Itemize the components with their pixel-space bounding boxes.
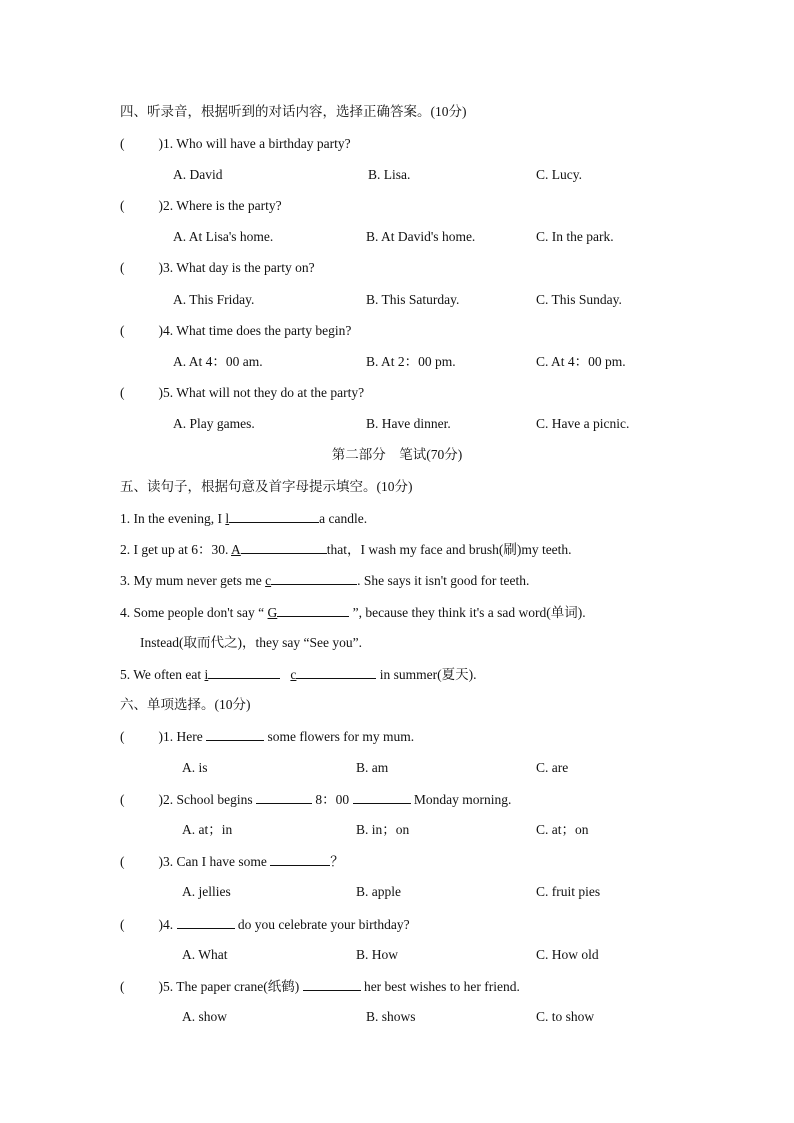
- answer-paren-right: ): [158, 323, 163, 338]
- option-b: B. Lisa.: [368, 167, 411, 182]
- question-text: her best wishes to her friend.: [360, 979, 520, 994]
- option-b: B. This Saturday.: [366, 292, 460, 307]
- fill-blank[interactable]: [296, 665, 376, 679]
- answer-paren-right: ): [158, 979, 163, 994]
- question-text: 2. School begins: [163, 792, 256, 807]
- hint-letter: i: [204, 667, 209, 682]
- fill-blank[interactable]: [270, 852, 330, 866]
- question-6-2: [120, 790, 511, 809]
- option-b: B. apple: [356, 884, 401, 899]
- question-6-4: [120, 915, 410, 934]
- question-4-3: [120, 259, 315, 277]
- fill-blank[interactable]: [241, 540, 327, 554]
- sentence-text: 4. Some people don't say “: [120, 605, 268, 620]
- fill-blank[interactable]: [177, 915, 235, 929]
- question-4-4: [120, 322, 351, 340]
- option-c: C. to show: [536, 1009, 595, 1024]
- option-b: B. At David's home.: [366, 229, 476, 244]
- option-c: C. In the park.: [536, 229, 614, 244]
- fill-blank[interactable]: [208, 665, 280, 679]
- option-a: A. is: [182, 760, 208, 775]
- option-c: C. Have a picnic.: [536, 416, 630, 431]
- sentence-text: 1. In the evening, I: [120, 511, 226, 526]
- option-c: C. fruit pies: [536, 884, 601, 899]
- sentence-5-3: [120, 571, 529, 590]
- fill-blank[interactable]: [229, 509, 319, 523]
- sentence-5-1: [120, 509, 367, 528]
- question-6-1: [120, 727, 414, 746]
- fill-blank[interactable]: [277, 603, 349, 617]
- question-text: ？: [330, 854, 344, 869]
- question-text: 4.: [163, 917, 177, 932]
- answer-paren-left: (: [120, 917, 125, 932]
- option-a: A. What: [182, 947, 228, 962]
- answer-paren-right: ): [158, 198, 163, 213]
- answer-paren-right: ): [158, 136, 163, 151]
- option-a: A. David: [173, 167, 223, 182]
- option-c: C. At 4：00 pm.: [536, 354, 626, 369]
- sentence-text: 3. My mum never gets me: [120, 573, 266, 588]
- sentence-5-4: [120, 603, 586, 622]
- answer-paren-left: (: [120, 198, 125, 213]
- question-text: 1. Here: [163, 729, 207, 744]
- option-a: A. This Friday.: [173, 292, 255, 307]
- answer-paren-right: ): [158, 792, 163, 807]
- answer-paren-left: (: [120, 136, 125, 151]
- answer-paren-left: (: [120, 260, 125, 275]
- sentence-text: ”, because they think it's a sad word(单词).: [349, 605, 586, 620]
- sentence-5-5: [120, 665, 477, 684]
- option-b: B. How: [356, 947, 399, 962]
- answer-paren-left: (: [120, 385, 125, 400]
- fill-blank[interactable]: [303, 977, 361, 991]
- question-4-1: [120, 135, 351, 153]
- sentence-text: . She says it isn't good for teeth.: [357, 573, 530, 588]
- option-b: B. am: [356, 760, 389, 775]
- answer-paren-left: (: [120, 729, 125, 744]
- fill-blank[interactable]: [271, 571, 357, 585]
- hint-letter: c: [265, 573, 272, 588]
- option-b: B. At 2：00 pm.: [366, 354, 456, 369]
- sentence-text: 2. I get up at 6：30.: [120, 542, 231, 557]
- answer-paren-left: (: [120, 792, 125, 807]
- question-text: 2. Where is the party?: [163, 198, 282, 213]
- sentence-5-4-continued: Instead(取而代之)，they say “See you”.: [140, 635, 362, 650]
- sentence-5-2: [120, 540, 572, 559]
- option-b: B. shows: [366, 1009, 416, 1024]
- fill-blank[interactable]: [256, 790, 312, 804]
- fill-blank[interactable]: [206, 727, 264, 741]
- hint-letter: l: [225, 511, 230, 526]
- option-c: C. This Sunday.: [536, 292, 622, 307]
- hint-letter: c: [290, 667, 297, 682]
- answer-paren-right: ): [158, 917, 163, 932]
- question-4-5: [120, 384, 364, 402]
- question-6-3: [120, 852, 344, 871]
- option-b: B. in；on: [356, 822, 410, 837]
- answer-paren-right: ): [158, 854, 163, 869]
- part2-title: 第二部分 笔试(70分): [331, 447, 463, 462]
- question-text: do you celebrate your birthday?: [234, 917, 410, 932]
- answer-paren-right: ): [158, 260, 163, 275]
- option-a: A. At Lisa's home.: [173, 229, 274, 244]
- sentence-text: 5. We often eat: [120, 667, 205, 682]
- answer-paren-left: (: [120, 979, 125, 994]
- sentence-text: a candle.: [319, 511, 368, 526]
- option-a: A. Play games.: [173, 416, 255, 431]
- question-text: Monday morning.: [410, 792, 512, 807]
- option-c: C. Lucy.: [536, 167, 582, 182]
- sentence-text: that，I wash my face and brush(刷)my teeth.: [326, 542, 572, 557]
- question-text: 1. Who will have a birthday party?: [163, 136, 351, 151]
- section6-heading: 六、单项选择。(10分): [120, 697, 251, 712]
- section5-heading: 五、读句子，根据句意及首字母提示填空。(10分): [120, 479, 413, 494]
- hint-letter: G: [267, 605, 278, 620]
- answer-paren-right: ): [158, 729, 163, 744]
- answer-paren-left: (: [120, 854, 125, 869]
- question-text: 4. What time does the party begin?: [163, 323, 352, 338]
- question-text: some flowers for my mum.: [264, 729, 415, 744]
- hint-letter: A: [231, 542, 241, 557]
- option-a: A. jellies: [182, 884, 231, 899]
- question-text: 5. The paper crane(纸鹤): [163, 979, 303, 994]
- question-6-5: [120, 977, 520, 996]
- question-text: 5. What will not they do at the party?: [163, 385, 365, 400]
- option-a: A. at；in: [182, 822, 233, 837]
- option-b: B. Have dinner.: [366, 416, 451, 431]
- question-text: 3. Can I have some: [163, 854, 271, 869]
- option-a: A. At 4：00 am.: [173, 354, 263, 369]
- section4-heading: 四、听录音，根据听到的对话内容，选择正确答案。(10分): [120, 104, 467, 119]
- question-text: 3. What day is the party on?: [163, 260, 315, 275]
- option-c: C. are: [536, 760, 569, 775]
- question-4-2: [120, 197, 282, 215]
- fill-blank[interactable]: [353, 790, 411, 804]
- option-c: C. at；on: [536, 822, 589, 837]
- answer-paren-left: (: [120, 323, 125, 338]
- sentence-text: in summer(夏天).: [376, 667, 477, 682]
- option-c: C. How old: [536, 947, 599, 962]
- option-a: A. show: [182, 1009, 228, 1024]
- answer-paren-right: ): [158, 385, 163, 400]
- question-text: 8：00: [312, 792, 353, 807]
